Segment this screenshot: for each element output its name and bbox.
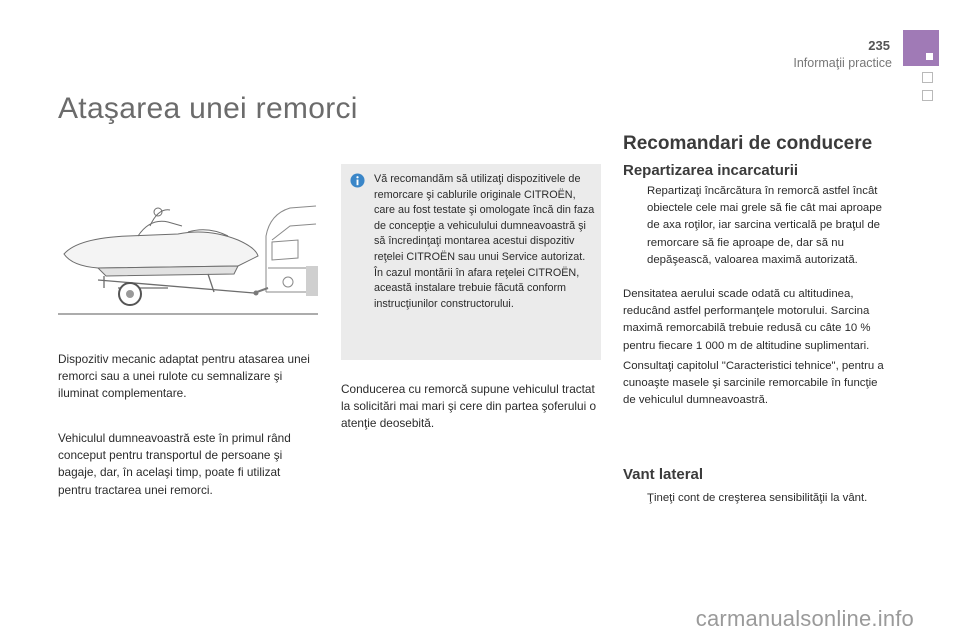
crosswind-heading: Vant lateral (623, 466, 704, 483)
outline-box-icon (922, 72, 933, 83)
towing-driving-paragraph: Conducerea cu remorcă supune vehiculul tractat la solicitări mai mari şi cere din partea şoferului o atenţie deosebită. (341, 382, 597, 431)
page-number: 235 (868, 38, 890, 53)
info-text-recommendation: Vă recomandăm să utilizaţi dispozitivele de remorcare şi cablurile originale CITROËN, care au fost testate şi omologate încă din faza de concepţie a vehiculului dumneavoastră şi să încredinţaţi montarea acestui dispozitiv reţelei CITROËN sau unui Service autorizat. (374, 173, 595, 263)
section-tab (903, 30, 939, 66)
page-title: Ataşarea unei remorci (58, 92, 358, 125)
air-density-paragraph: Densitatea aerului scade odată cu altitudinea, reducând astfel performanţele motorului. Sarcina maximă remorcabilă trebuie redusă cu câte 10 % pentru fiecare 1 000 m de altitudine suplimentari. (623, 288, 871, 352)
vehicle-usage-paragraph: Vehiculul dumneavoastră este în primul rând conceput pentru transportul de persoane şi bagaje, dar, în acelaşi timp, poate fi utilizat pentru tractarea unei remorci. (58, 431, 291, 497)
outline-box-icon (922, 90, 933, 101)
trailer-device-description: Dispozitiv mecanic adaptat pentru atasarea unei remorci sau a unei rulote cu semnalizare şi iluminat complementare. (58, 352, 310, 401)
info-box (341, 164, 601, 360)
info-text-installation: În cazul montării în afara reţelei CITROËN, această instalare trebuie făcută conform instrucţiunilor constructorului. (374, 266, 580, 310)
info-text (374, 172, 598, 312)
info-icon (350, 173, 365, 188)
load-distribution-heading: Repartizarea incarcaturii (623, 162, 799, 179)
load-distribution-text: Repartizaţi încărcătura în remorcă astfel încât obiectele cele mai grele să fie cât mai aproape de axa roţilor, iar sarcina verticală pe braţul de remorcare să fie aproape de, dar să nu depăşească, valoarea maximă autorizată. (647, 185, 882, 266)
list-item (623, 490, 893, 507)
driving-recommendations-heading: Recomandari de conducere (623, 133, 873, 154)
list-item (623, 183, 893, 269)
crosswind-text: Ţineţi cont de creşterea sensibilităţii la vânt. (647, 492, 868, 504)
trailer-illustration-icon (58, 196, 318, 320)
tab-marker-icon (926, 53, 933, 60)
technical-specs-paragraph: Consultaţi capitolul "Caracteristici tehnice", pentru a cunoaşte masele şi sarcinile remorcabile în funcţie de vehiculul dumneavoastră. (623, 360, 884, 407)
watermark: carmanualsonline.info (695, 606, 914, 631)
section-label: Informaţii practice (793, 56, 892, 70)
